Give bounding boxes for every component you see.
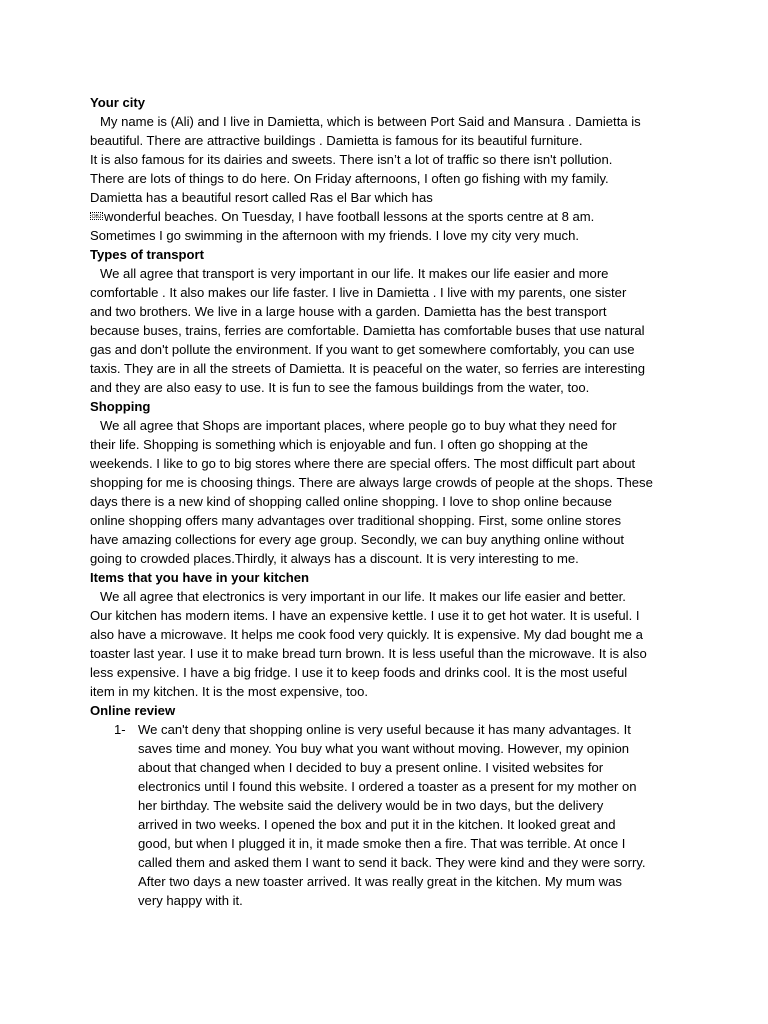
list-item-continuation <box>90 796 680 815</box>
paragraph-line: We all agree that Shops are important places, where people go to buy what they need for <box>100 418 617 433</box>
list-item-line: electronics until I found this website. I ordered a toaster as a present for my mother on <box>138 779 637 794</box>
list-item-line: called them and asked them I want to send it back. They were kind and they were sorry. <box>138 855 646 870</box>
list-item-continuation <box>90 815 680 834</box>
list-item-line: We can't deny that shopping online is very useful because it has many advantages. It <box>138 722 631 737</box>
paragraph-line: We all agree that transport is very important in our life. It makes our life easier and more <box>100 266 609 281</box>
paragraph-line: Sometimes I go swimming in the afternoon with my friends. I love my city very much. <box>90 228 580 243</box>
paragraph-line: gas and don't pollute the environment. If you want to get somewhere comfortably, you can use <box>90 342 635 357</box>
paragraph-line: We all agree that electronics is very important in our life. It makes our life easier and better. <box>100 589 626 604</box>
list-item-continuation <box>90 891 680 910</box>
list-item-continuation <box>90 834 680 853</box>
paragraph-line: and they are also easy to use. It is fun to see the famous buildings from the water, too. <box>90 380 590 395</box>
paragraph-line: Damietta has a beautiful resort called Ras el Bar which has <box>90 190 433 205</box>
paragraph-line: also have a microwave. It helps me cook food very quickly. It is expensive. My dad bought me a <box>90 627 643 642</box>
paragraph-line: online shopping offers many advantages over traditional shopping. First, some online stores <box>90 513 622 528</box>
list-item-continuation <box>90 872 680 891</box>
list-item-line: about that changed when I decided to buy a present online. I visited websites for <box>138 760 604 775</box>
list-item-line: very happy with it. <box>138 893 243 908</box>
paragraph-line: shopping for me is choosing things. There are always large crowds of people at the shops. These <box>90 475 653 490</box>
paragraph-line: their life. Shopping is something which is enjoyable and fun. I often go shopping at the <box>90 437 588 452</box>
paragraph-line: days there is a new kind of shopping called online shopping. I love to shop online because <box>90 494 612 509</box>
paragraph-line: because buses, trains, ferries are comfortable. Damietta has comfortable buses that use natural <box>90 323 645 338</box>
list-item-continuation <box>90 758 680 777</box>
paragraph-line: and two brothers. We live in a large house with a garden. Damietta has the best transport <box>90 304 607 319</box>
list-item-continuation <box>90 853 680 872</box>
paragraph-line: toaster last year. I use it to make bread turn brown. It is less useful than the microwave. It is also <box>90 646 647 661</box>
numbered-list-item <box>90 720 680 739</box>
list-item-line: her birthday. The website said the delivery would be in two days, but the delivery <box>138 798 604 813</box>
list-item-continuation <box>90 777 680 796</box>
paragraph-line: less expensive. I have a big fridge. I use it to keep foods and drinks cool. It is the most useful <box>90 665 628 680</box>
paragraph-line: beautiful. There are attractive buildings . Damietta is famous for its beautiful furniture. <box>90 133 583 148</box>
section-heading-your-city: Your city <box>90 95 146 110</box>
paragraph-line: There are lots of things to do here. On Friday afternoons, I often go fishing with my family. <box>90 171 609 186</box>
list-item-line: good, but when I plugged it in, it made smoke then a fire. That was terrible. At once I <box>138 836 626 851</box>
list-item-continuation <box>90 739 680 758</box>
section-heading-types-of-transport: Types of transport <box>90 247 204 262</box>
paragraph-line-text: wonderful beaches. On Tuesday, I have football lessons at the sports centre at 8 am. <box>104 209 595 224</box>
list-number: 1- <box>114 722 126 737</box>
paragraph-line: My name is (Ali) and I live in Damietta, which is between Port Said and Mansura . Damietta is <box>100 114 641 129</box>
list-item-line: saves time and money. You buy what you want without moving. However, my opinion <box>138 741 630 756</box>
paragraph-line: comfortable . It also makes our life faster. I live in Damietta . I live with my parents, one sister <box>90 285 627 300</box>
list-item-line: After two days a new toaster arrived. It was really great in the kitchen. My mum was <box>138 874 622 889</box>
paragraph-line: going to crowded places.Thirdly, it always has a discount. It is very interesting to me. <box>90 551 579 566</box>
paragraph-line: taxis. They are in all the streets of Damietta. It is peaceful on the water, so ferries are interesting <box>90 361 646 376</box>
paragraph-line: item in my kitchen. It is the most expensive, too. <box>90 684 368 699</box>
paragraph-line: Our kitchen has modern items. I have an expensive kettle. I use it to get hot water. It is useful. I <box>90 608 640 623</box>
embedded-object-icon: OBJ <box>91 214 102 220</box>
section-heading-online-review: Online review <box>90 703 176 718</box>
list-item-line: arrived in two weeks. I opened the box and put it in the kitchen. It looked great and <box>138 817 616 832</box>
paragraph-line-with-object-marker <box>90 207 680 226</box>
document-page <box>90 93 680 910</box>
section-heading-kitchen-items: Items that you have in your kitchen <box>90 570 310 585</box>
paragraph-line: It is also famous for its dairies and sweets. There isn’t a lot of traffic so there isn't pollution. <box>90 152 613 167</box>
paragraph-line: weekends. I like to go to big stores where there are special offers. The most difficult part about <box>90 456 636 471</box>
section-heading-shopping: Shopping <box>90 399 151 414</box>
paragraph-line: have amazing collections for every age group. Secondly, we can buy anything online without <box>90 532 625 547</box>
